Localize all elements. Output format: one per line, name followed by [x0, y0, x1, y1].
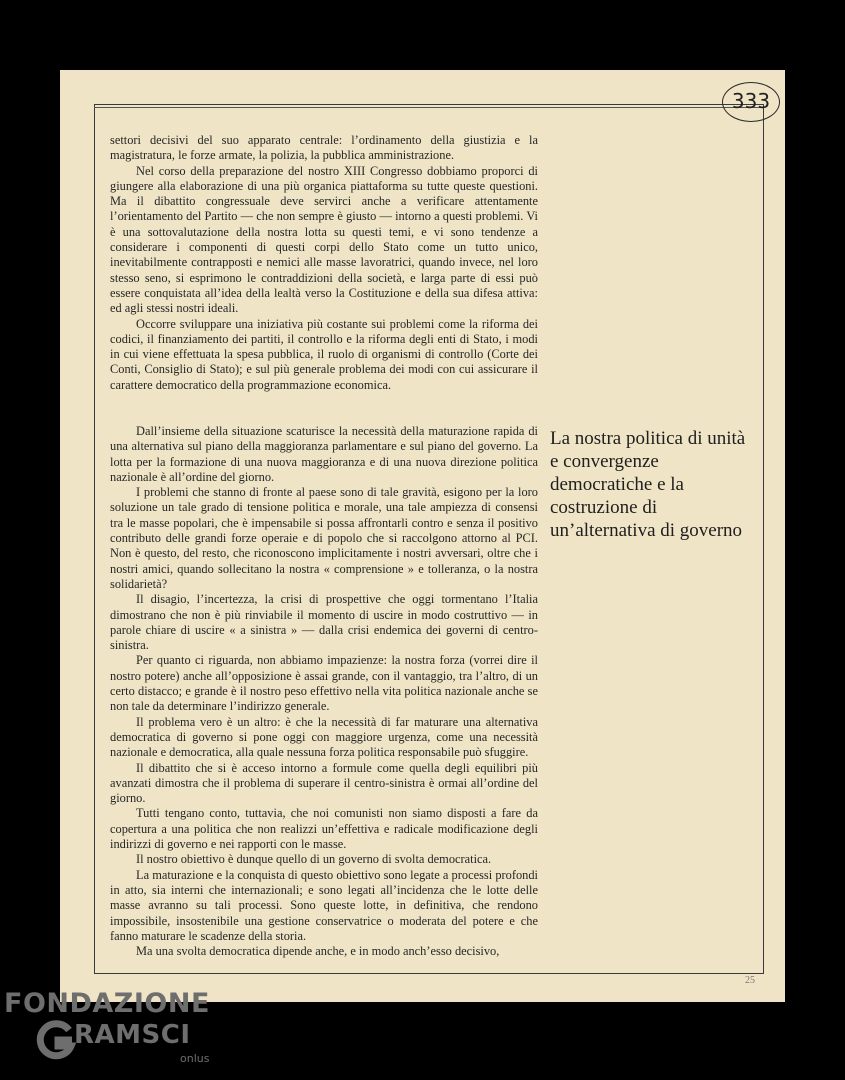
logo-g-icon — [36, 1020, 76, 1060]
paragraph: I problemi che stanno di fronte al paese sono di tale gravità, esigono per la loro soluzione un tale grado di tensione politica e morale, una tale ampiezza di consensi tra le masse popolari, che è impensabile si possa affrontarli contro e senza il positivo contributo delle grandi forze operaie e di popolo che si raccolgono attorno al PCI. Non è questo, del resto, che riconoscono implicitamente i nostri avversari, oltre che i nostri amici, quando sollecitano la nostra « comprensione » e tolleranza, o la nostra solidarietà? — [110, 485, 538, 591]
frame-divider — [94, 107, 763, 108]
logo-line-2: RAMSCI — [74, 1020, 191, 1050]
fondazione-gramsci-logo — [4, 988, 234, 1068]
logo-line-1: FONDAZIONE — [4, 988, 210, 1019]
page-number: 25 — [745, 975, 755, 986]
section-heading: La nostra politica di unità e convergenze democratiche e la costruzione di un’alternativa di governo — [550, 428, 746, 541]
paragraph: Il problema vero è un altro: è che la necessità di far maturare una alternativa democratica di governo si pone oggi con maggiore urgenza, come una necessità nazionale e democratica, alla quale nessuna forza politica responsabile può sfuggire. — [110, 714, 538, 760]
paragraph: Il nostro obiettivo è dunque quello di un governo di svolta democratica. — [136, 852, 492, 867]
text-block-top — [110, 133, 538, 393]
paragraph: Il dibattito che si è acceso intorno a formule come quella degli equilibri più avanzati dimostra che il problema di superare il centro-sinistra è ormai all’ordine del giorno. — [110, 760, 538, 806]
paragraph: Per quanto ci riguarda, non abbiamo impazienze: la nostra forza (vorrei dire il nostro potere) anche all’opposizione è assai grande, con il vantaggio, tra l’altro, di un certo distacco; e grande è il nostro peso effettivo nella vita politica nazionale anche se non tale da determinare l’indirizzo generale. — [110, 653, 538, 714]
handwritten-page-number: 333 — [722, 82, 780, 122]
text-block-main — [110, 424, 538, 959]
paragraph: Dall’insieme della situazione scaturisce la necessità della maturazione rapida di una alternativa sul piano della maggioranza parlamentare e sul piano del governo. La lotta per la formazione di una nuova maggioranza e di una nuova direzione politica nazionale è all’ordine del giorno. — [110, 424, 538, 484]
paragraph: settori decisivi del suo apparato centrale: l’ordinamento della giustizia e la magistratura, le forze armate, la polizia, la pubblica amministrazione. — [110, 133, 538, 163]
paragraph: Occorre sviluppare una iniziativa più costante sui problemi come la riforma dei codici, il finanziamento dei partiti, il controllo e la riforma degli enti di Stato, i modi in cui viene effettuata la spesa pubblica, il ruolo di organismi di controllo (Corte dei Conti, Consiglio di Stato); e sul più generale problema dei modi con cui assicurare il carattere democratico della programmazione economica. — [110, 316, 538, 392]
paragraph: La maturazione e la conquista di questo obiettivo sono legate a processi profondi in atto, sia interni che internazionali; e sono legati all’incidenza che le lotte delle masse avranno su tali processi. Sono queste lotte, in definitiva, che rendono impossibile, insostenibile una gestione conservatrice o moderata del potere e che fanno maturare le scadenze della storia. — [110, 867, 538, 943]
logo-onlus: onlus — [180, 1052, 210, 1065]
paragraph: Tutti tengano conto, tuttavia, che noi comunisti non siamo disposti a fare da copertura a una politica che non realizzi un’effettiva e radicale modificazione degli indirizzi di governo e nei rapporti con le masse. — [110, 806, 538, 852]
paragraph: Nel corso della preparazione del nostro XIII Congresso dobbiamo proporci di giungere alla elaborazione di una più organica piattaforma su tutte queste questioni. Ma il dibattito congressuale deve servirci anche a verificare attentamente l’orientamento del Partito — che non sempre è giusto — intorno a questi problemi. Vi è una sottovalutazione della nostra lotta su questi temi, e vi sono tendenze a considerare i componenti di questi corpi dello Stato come un tutto unico, inevitabilmente contrapposti e nemici alle masse lavoratrici, quando invece, nel loro stesso seno, si esprimono le contraddizioni della società, e larga parte di essi può essere conquistata all’idea della lealtà verso la Costituzione e della sua difesa attiva: ed agli stessi nostri ideali. — [110, 163, 538, 316]
paragraph: Il disagio, l’incertezza, la crisi di prospettive che oggi tormentano l’Italia dimostrano che non è più rinviabile il momento di uscire in modo costruttivo — in parole chiare di uscire « a sinistra » — dalla crisi endemica dei governi di centro-sinistra. — [110, 592, 538, 653]
paragraph: Ma una svolta democratica dipende anche, e in modo anch’esso decisivo, — [136, 944, 500, 959]
